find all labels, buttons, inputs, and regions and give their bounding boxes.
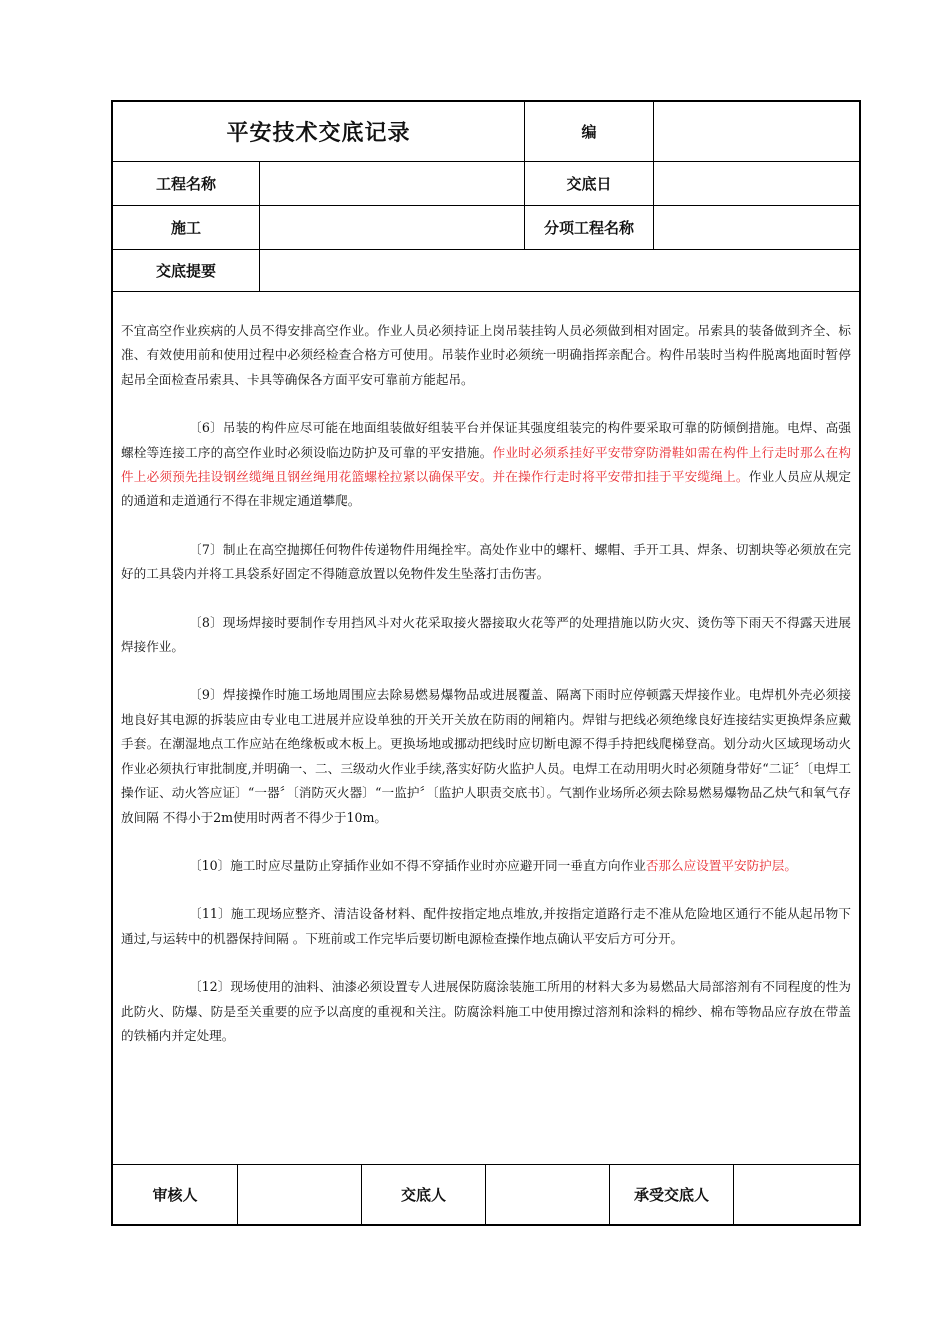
subproject-field[interactable] [653,206,859,249]
paragraph-11: 〔11〕施工现场应整齐、清洁设备材料、配件按指定地点堆放,并按指定道路行走不准从危险地区通行不能从起吊物下通过,与运转中的机器保持间隔 。下班前或工作完毕后要切断电源检查操作地点确认平安后方可分开。 [121,906,851,946]
paragraph-12: 〔12〕现场使用的油料、油漆必须设置专人进展保防腐涂装施工所用的材料大多为易燃品大局部溶剂有不同程度的性为此防火、防爆、防是至关重要的应予以高度的重视和关注。防腐涂料施工中使用擦过溶剂和涂料的棉纱、棉布等物品应存放在带盖的铁桶内并定处理。 [121,979,851,1043]
summary-field[interactable] [259,250,859,291]
subproject-label: 分项工程名称 [524,206,653,249]
paragraph-8: 〔8〕现场焊接时要制作专用挡风斗对火花采取接火器接取火花等严的处理措施以防火灾、烫伤等下雨天不得露天进展焊接作业。 [121,614,851,655]
code-label: 编 [524,102,653,161]
reviewer-label: 审核人 [152,1186,198,1204]
construction-label: 施工 [170,219,201,237]
discloser-label: 交底人 [361,1165,485,1224]
date-field[interactable] [653,162,859,205]
summary-row [113,250,859,292]
paragraph-9: 〔9〕焊接操作时施工场地周围应去除易燃易爆物品或进展覆盖、隔离下雨时应停顿露天焊接作业。电焊机外壳必须接地良好其电源的拆装应由专业电工进展并应设单独的开关开关放在防雨的闸箱内。焊钳与把线必须绝缘良好连接结实更换焊条应戴手套。在潮湿地点工作应站在绝缘板或木板上。更换场地或挪动把线时应切断电源不得手持把线爬梯登高。划分动火区域现场动火作业必须执行审批制度,并明确一、二、三级动火作业手续,落实好防火监护人员。电焊工在动用明火时必须随身带好“二证〞〔电焊工操作证、动火答应证〕“一器〞〔消防灭火器〕“一监护〞〔监护人职责交底书〕。气割作业场所必须去除易燃易爆物品乙炔气和氧气存放间隔 不得小于2m使用时两者不得少于10m。 [121,687,851,825]
signature-row [113,1164,859,1224]
code-value-field[interactable] [653,102,859,161]
construction-row [113,206,859,250]
safety-disclosure-form [111,100,861,1226]
date-label: 交底日 [524,162,653,205]
paragraph-intro: 不宜高空作业疾病的人员不得安排高空作业。作业人员必须持证上岗吊装挂钩人员必须做到相对固定。吊索具的装备做到齐全、标准、有效使用前和使用过程中必须经检查合格方可使用。吊装作业时必须统一明确指挥亲配合。构件吊装时当构件脱离地面时暂停起吊全面检查吊索具、卡具等确保各方面平安可靠前方能起吊。 [121,323,851,387]
paragraph-7: 〔7〕制止在高空抛掷任何物件传递物件用绳拴牢。高处作业中的螺杆、螺帽、手开工具、焊条、切割块等必须放在完好的工具袋内并将工具袋系好固定不得随意放置以免物件发生坠落打击伤害。 [121,541,851,582]
paragraph-6-highlight: 作业时必须系挂好平安带穿防滑鞋如需在构件上行走时那么在构件上必须预先挂设钢丝缆绳且钢丝绳用花篮螺栓拉紧以确保平安。并在操作行走时将平安带扣挂于平安缆绳上。 [121,444,852,485]
project-name-field[interactable] [259,162,524,205]
title-row [113,102,859,162]
construction-field[interactable] [259,206,524,249]
paragraph-10-text: 〔10〕施工时应尽量防止穿插作业如不得不穿插作业时亦应避开同一垂直方向作业 [189,857,646,873]
paragraph-6 [121,416,851,514]
discloser-signature-field[interactable] [485,1165,609,1224]
form-title: 平安技术交底记录 [226,121,411,146]
paragraph-10 [121,854,851,878]
project-name-row [113,162,859,206]
paragraph-10-highlight: 否那么应设置平安防护层。 [645,857,797,873]
reviewer-signature-field[interactable] [237,1165,361,1224]
receiver-label: 承受交底人 [609,1165,733,1224]
disclosure-content [121,319,851,1072]
paragraph-6-text-b: 作业人员应从规定的通道和走道通行不得在非规定通道攀爬。 [121,469,852,509]
summary-label: 交底提要 [155,262,216,280]
project-name-label: 工程名称 [155,175,216,193]
paragraph-6-text-a: 〔6〕吊装的构件应尽可能在地面组装做好组装平台并保证其强度组装完的构件要采取可靠的防倾倒措施。电焊、高强螺栓等连接工序的高空作业时必须设临边防护及可靠的平安措施。 [121,420,851,460]
receiver-signature-field[interactable] [733,1165,859,1224]
